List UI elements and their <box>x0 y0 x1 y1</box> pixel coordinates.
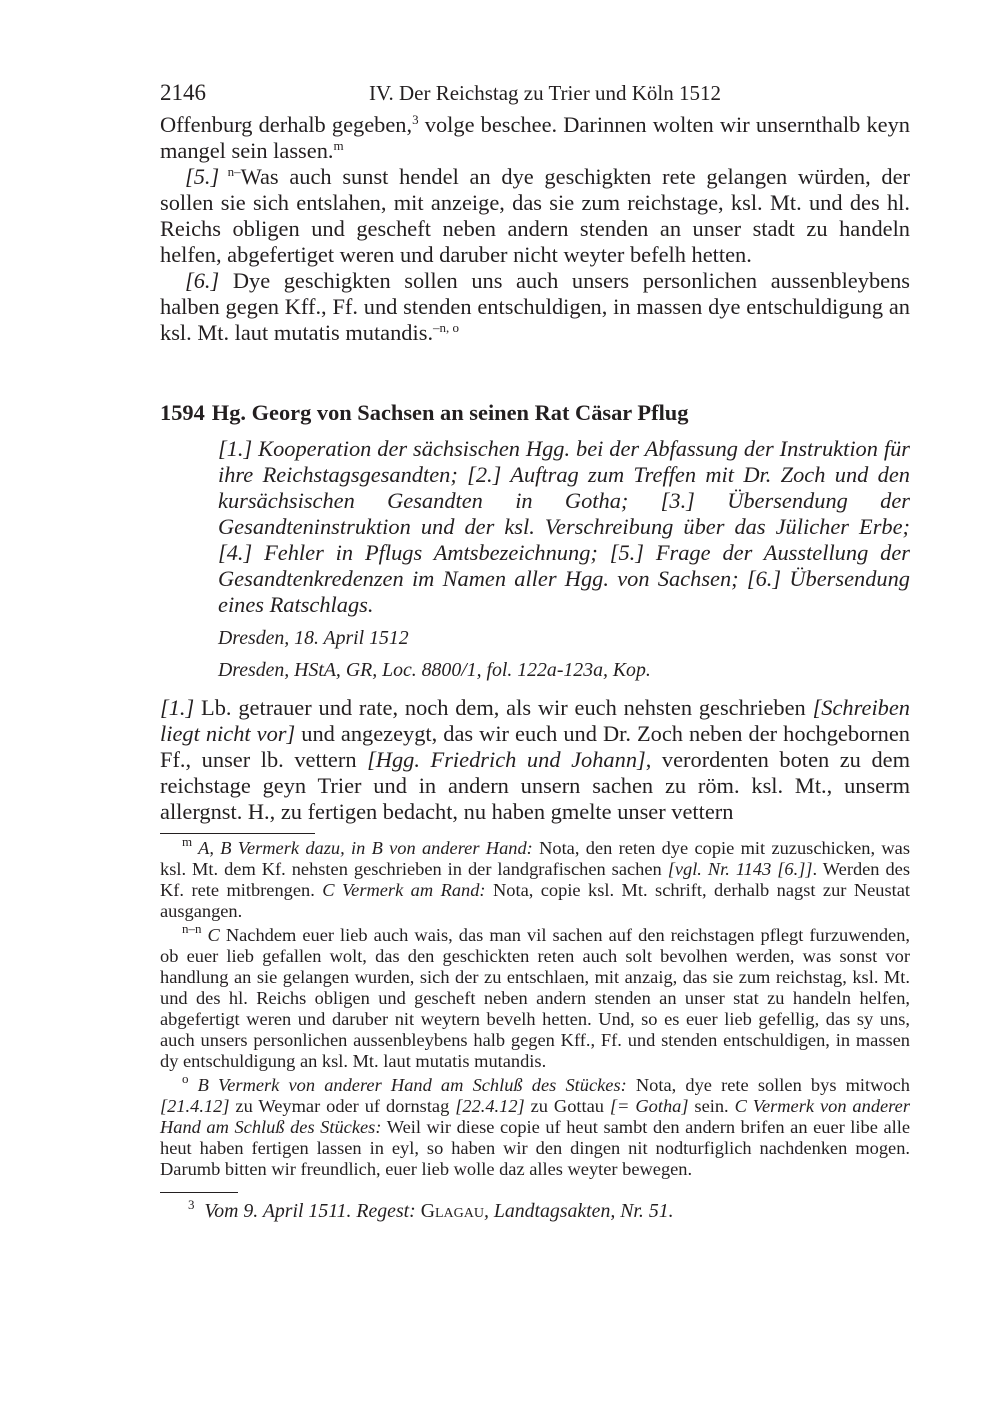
footnote-3: $^3$ Vom 9. April 1511. Regest: Glagau, Landtagsakten, Nr. 51. <box>188 1197 674 1222</box>
critical-apparatus <box>160 834 911 1180</box>
footnote-divider <box>160 1192 238 1193</box>
paragraph-1: [1.] Lb. getrauer und rate, noch dem, als wir euch nehsten geschrieben [Schreiben liegt nicht vor] und angezeygt, das wir euch und Dr. Zoch neben der hochgebornen Ff., unser lb. vettern [Hgg. Friedrich und Johann], verordenten boten zu dem reichstage geyn Trier und in andern unsern sachen zu röm. ksl. Mt., unserm allergnst. H., zu fertigen bedacht, nu haben gmelte unser vettern <box>160 695 911 824</box>
page-header <box>160 78 910 108</box>
document-summary: [1.] Kooperation der sächsischen Hgg. bei der Abfassung der Instruktion für ihre Reichstagsgesandten; [2.] Auftrag zum Treffen mit Dr. Zoch und den kursächsischen Gesandten in Gotha; [3.] Übersendung der Gesandteninstruktion und der ksl. Verschreibung über das Jülicher Erbe; [4.] Fehler in Pflugs Amtsbezeichnung; [5.] Frage der Ausstellung der Gesandtenkredenzen im Namen aller Hgg. von Sachsen; [6.] Übersendung eines Ratschlags. <box>218 436 910 617</box>
source-reference: Dresden, HStA, GR, Loc. 8800/1, fol. 122a-123a, Kop. <box>218 659 651 681</box>
document-heading <box>160 400 910 426</box>
paragraph-5: [5.] $^{n-}$Was auch sunst hendel an dye geschigkten rete gelangen würden, der sollen sie sich entslahen, mit anzeige, das sie zum reichstage, ksl. Mt. und des hl. Reichs obligen und gescheft neben andern stenden an unser stadt zu handeln helfen, abgefertiget weren und daruber nicht weyter befelh hetten. <box>160 164 911 267</box>
apparatus-note-o: $^o$ B Vermerk von anderer Hand am Schluß des Stückes: Nota, dye rete sollen bys mitwoch [21.4.12] zu Weymar oder uf dornstag [22.4.12] zu Gottau [= Gotha] sein. C Vermerk von anderer Hand am Schluß des Stückes: Weil wir diese copie uf heut sambt den andern brifen an euer libe alle heut haben fertigen lassen in eyl, so haben wir den dingen nit nodturfiglich nachdenken mogen. Darumb bitten wir freundlich, euer lieb wolle daz alles weyter bewegen. <box>160 1071 910 1179</box>
paragraph-number: [1.] <box>160 695 195 720</box>
page-number: 2146 <box>160 80 206 105</box>
variant-mark-n: n– <box>219 164 241 179</box>
paragraph-number: [6.] <box>185 268 220 293</box>
variant-mark-n-o: –n, o <box>433 320 460 335</box>
apparatus-note-m: $^m$ A, B Vermerk dazu, in B von anderer Hand: Nota, den reten dye copie mit zuzuschicken, was ksl. Mt. dem Kf. nehsten geschrieben in der landgrafischen sachen [vgl. Nr. 1143 [6.]]. Werden des Kf. rete mitbrengen. C Vermerk am Rand: Nota, copie ksl. Mt. schrift, derhalb nagst zur Neustat ausgangen. <box>160 834 911 921</box>
place-date: Dresden, 18. April 1512 <box>218 627 409 649</box>
running-title: IV. Der Reichstag zu Trier und Köln 1512 <box>369 81 721 105</box>
footnote-ref-3: 3 <box>412 112 419 127</box>
document-title: Hg. Georg von Sachsen an seinen Rat Cäsar Pflug <box>211 400 689 425</box>
continuation-text <box>160 112 910 346</box>
document-number: 1594 <box>160 400 205 425</box>
footnote-ref-m: m <box>333 138 344 153</box>
document-body <box>160 695 910 825</box>
paragraph-continuation: Offenburg derhalb gegeben,$^3$ volge beschee. Darinnen wolten wir unsernthalb keyn mangel sein lassen.$^m$ <box>160 112 911 163</box>
page <box>160 78 910 1223</box>
apparatus-note-n: $^{n-n}$ C Nachdem euer lieb auch wais, das man vil sachen auf den reichstagen pflegt furzuwenden, ob euer lieb gefallen wolt, das den geschickten reten auch solt bevolhen werden, was sonst vor handlung an sie gelangen wurden, sich der zu entschlaen, mit anzaig, das sie zum reichstag, ksl. Mt. und des hl. Reichs obligen und gescheft neben andern stenden an unser stat zu handeln helfen, abgefertigt weren und daruber nit weytern bevelh hetten. Und, so es euer lieb gefellig, das sy uns, auch unsers personlichen aussenbleybens halb gegen Kff., Ff. und stenden entschuldigen, in massen dy entschuldigung an ksl. Mt. laut mutatis mutandis. <box>160 921 910 1071</box>
paragraph-6: [6.] Dye geschigkten sollen uns auch unsers personlichen aussenbleybens halben gegen Kff., Ff. und stenden entschuldigen, in massen dye entschuldigung an ksl. Mt. laut mutatis mutandis.$^{-n, o}$ <box>160 268 910 345</box>
paragraph-number: [5.] <box>185 164 220 189</box>
